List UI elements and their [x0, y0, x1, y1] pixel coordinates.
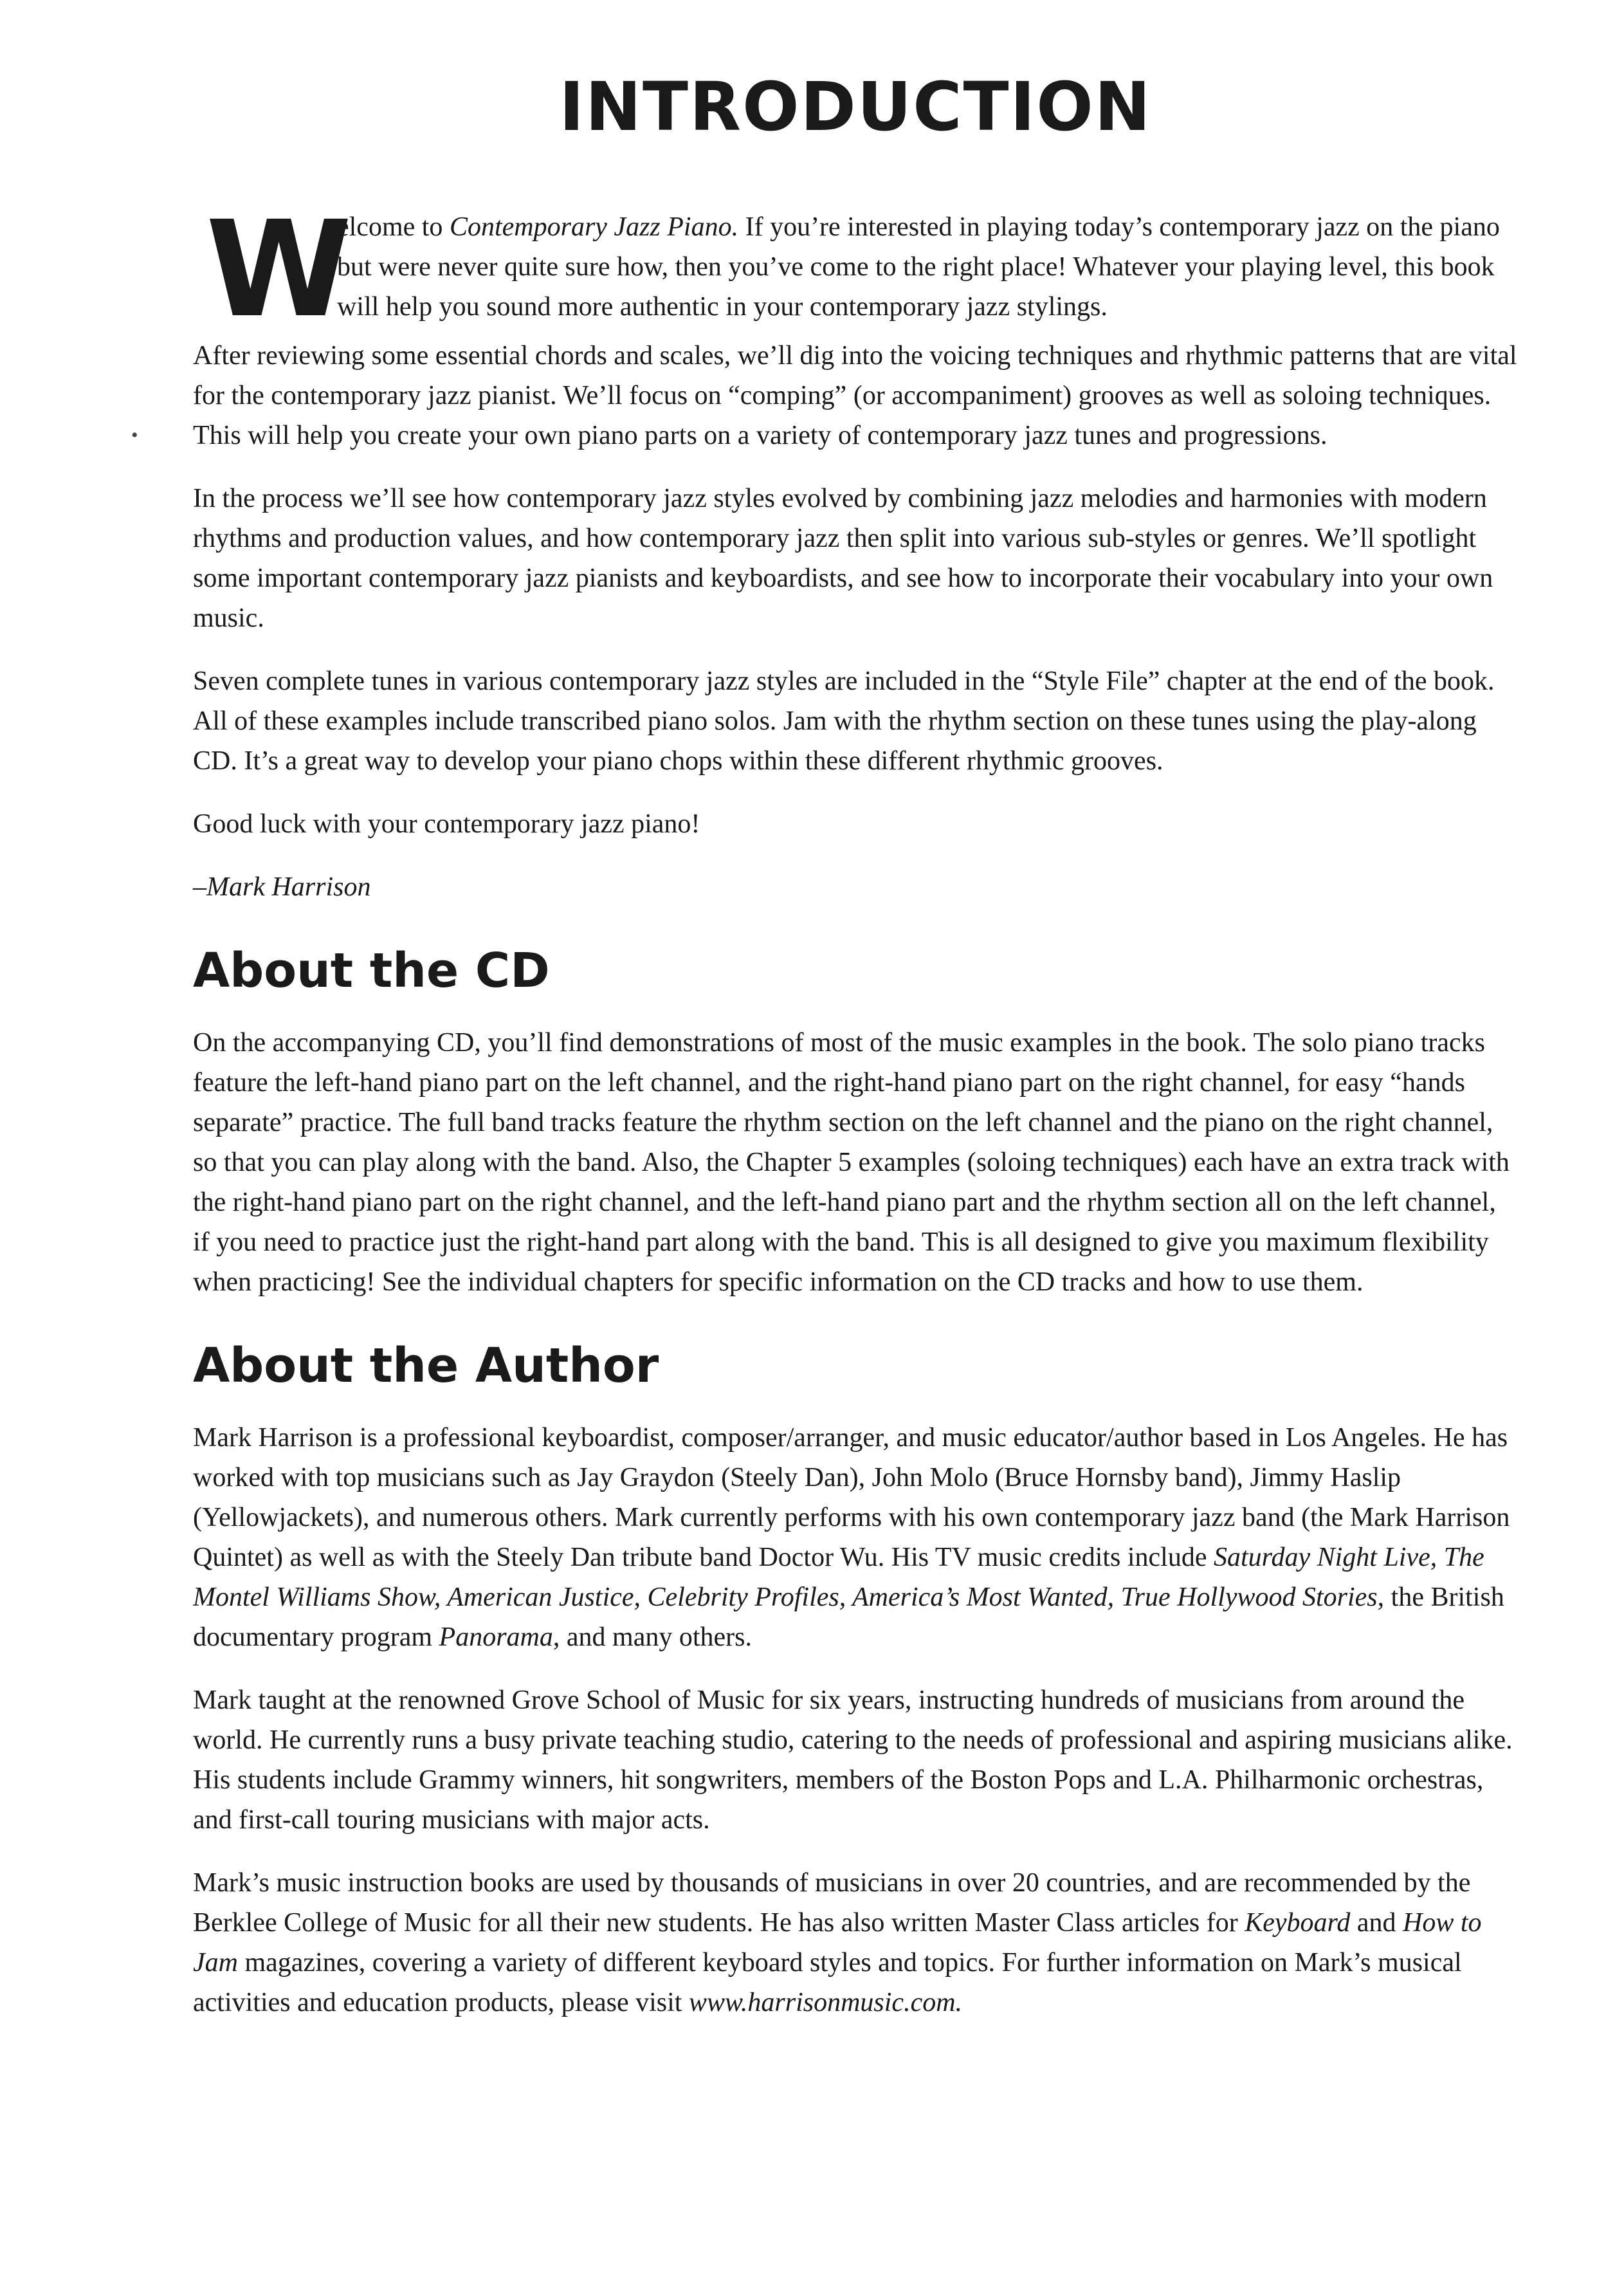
lead-text-2: If you’re interested in playing today’s contemporary jazz on the piano but were never quite sure how, then you’ve come to the right place! Whatever your playing level, this book will help you sound more authentic in your contemporary jazz stylings.: [337, 212, 1500, 322]
drop-cap: W: [206, 192, 352, 347]
author-text-2: , the British documentary program: [193, 1583, 1504, 1652]
intro-paragraph-1: After reviewing some essential chords and scales, we’ll dig into the voicing techniques and rhythmic patterns that are vital for the contemporary jazz pianist. We’ll focus on “comping” (or accompaniment) grooves as well as soloing techniques. This will help you create your own piano parts on a variety of contemporary jazz tunes and progressions.: [193, 341, 1517, 450]
page: [193, 68, 1518, 2046]
author-text-1: Mark Harrison is a professional keyboardist, composer/arranger, and music educator/author based in Los Angeles. He has worked with top musicians such as Jay Graydon (Steely Dan), John Molo (Bruce Hornsby band), Jimmy Haslip (Yellowjackets), and numerous others. Mark currently performs with his own contemporary jazz band (the Mark Harrison Quintet) as well as with the Steely Dan tribute band Doctor Wu. His TV music credits include: [193, 1423, 1510, 1572]
author-text-5: and: [1350, 1908, 1403, 1938]
lead-text-1: elcome to: [337, 212, 450, 242]
intro-lead: [193, 192, 1518, 347]
about-author-paragraph-1: [193, 1418, 1518, 1657]
intro-paragraph-4: Good luck with your contemporary jazz piano!: [193, 809, 700, 839]
author-text-6: magazines, covering a variety of different keyboard styles and topics. For further information on Mark’s musical activities and education products, please visit: [193, 1948, 1462, 2017]
page-title: INTRODUCTION: [559, 68, 1152, 146]
intro-lead-paragraph: [337, 207, 1518, 327]
intro-paragraph-2: In the process we’ll see how contemporary jazz styles evolved by combining jazz melodies and harmonies with modern rhythms and production values, and how contemporary jazz then split into various sub-styles or genres. We’ll spotlight some important contemporary jazz pianists and keyboardists, and see how to incorporate their vocabulary into your own music.: [193, 484, 1493, 633]
author-text-3: , and many others.: [552, 1622, 752, 1652]
margin-dot: •: [131, 425, 138, 446]
intro-paragraph-3: Seven complete tunes in various contemporary jazz styles are included in the “Style File” chapter at the end of the book. All of these examples include transcribed piano solos. Jam with the rhythm section on these tunes using the play-along CD. It’s a great way to develop your piano chops within these different rhythmic grooves.: [193, 666, 1495, 776]
about-author-paragraph-3: [193, 1863, 1518, 2023]
about-cd-heading: About the CD: [193, 943, 550, 998]
about-author-heading: About the Author: [193, 1338, 659, 1393]
magazine-how-to-jam: How to Jam: [193, 1908, 1482, 1978]
book-title: Contemporary Jazz Piano.: [449, 212, 739, 242]
about-author-paragraph-2: Mark taught at the renowned Grove School of Music for six years, instructing hundreds of musicians from around the world. He currently runs a busy private teaching studio, catering to the needs of professional and aspiring musicians alike. His students include Grammy winners, hit songwriters, members of the Boston Pops and L.A. Philharmonic orchestras, and first-call touring musicians with major acts.: [193, 1685, 1513, 1835]
author-text-4: Mark’s music instruction books are used by thousands of musicians in over 20 countries, and are recommended by the Berklee College of Music for all their new students. He has also written Master Class articles for: [193, 1868, 1471, 1938]
about-cd-paragraph: On the accompanying CD, you’ll find demonstrations of most of the music examples in the book. The solo piano tracks feature the left-hand piano part on the left channel, and the right-hand piano part on the right channel, for easy “hands separate” practice. The full band tracks feature the rhythm section on the left channel and the piano on the right channel, so that you can play along with the band. Also, the Chapter 5 examples (soloing techniques) each have an extra track with the right-hand piano part on the right channel, and the left-hand piano part and the rhythm section all on the left channel, if you need to practice just the right-hand part along with the band. This is all designed to give you maximum flexibility when practicing! See the individual chapters for specific information on the CD tracks and how to use them.: [193, 1028, 1510, 1297]
panorama-title: Panorama: [439, 1622, 553, 1652]
signature: –Mark Harrison: [193, 872, 371, 902]
tv-credits: Saturday Night Live, The Montel Williams Show, American Justice, Celebrity Profiles, America’s Most Wanted, True Hollywood Stories: [193, 1543, 1484, 1612]
website-link[interactable]: www.harrisonmusic.com.: [688, 1988, 963, 2017]
magazine-keyboard: Keyboard: [1245, 1908, 1351, 1938]
